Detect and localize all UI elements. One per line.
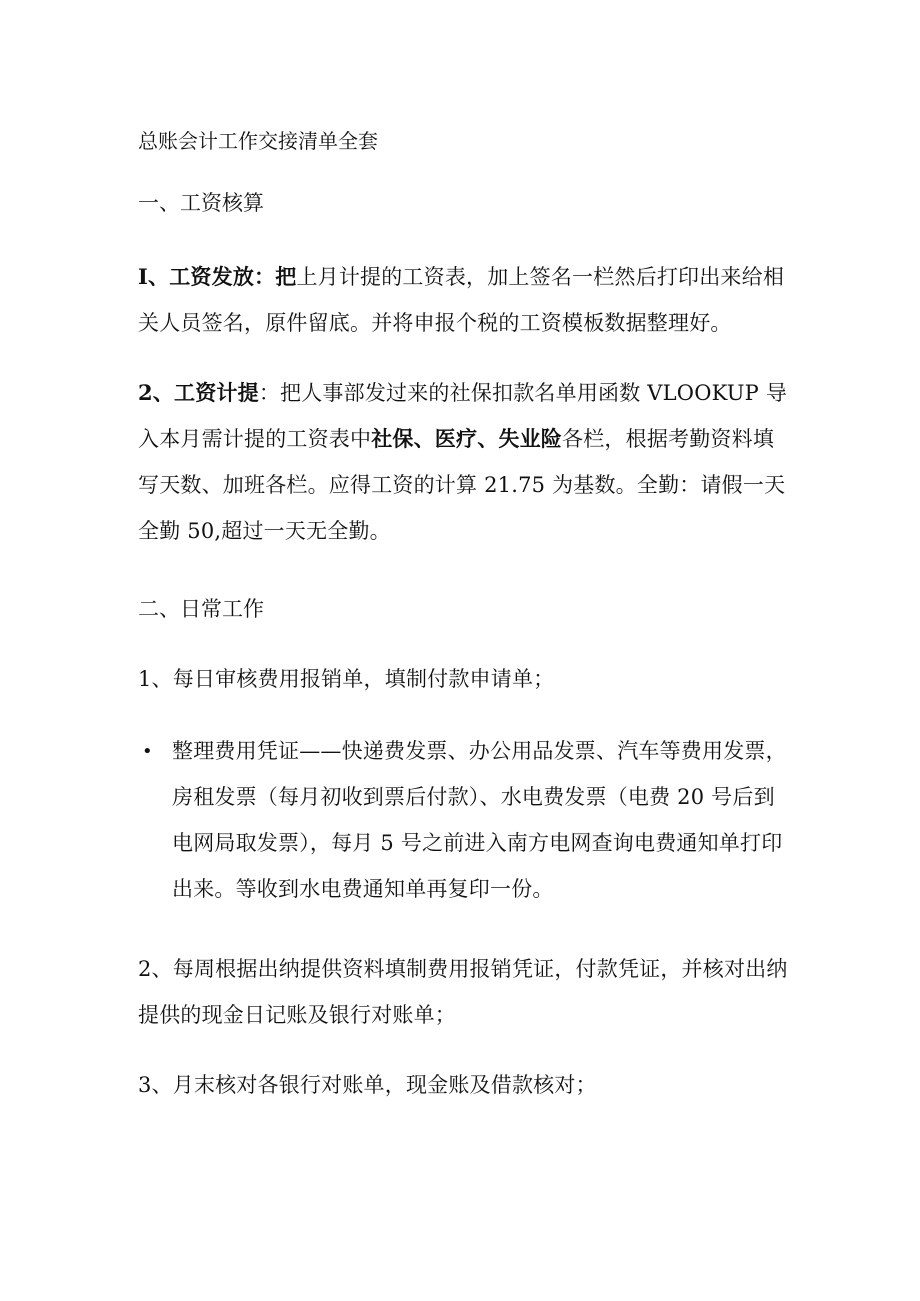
document-title: 总账会计工作交接清单全套 (138, 129, 378, 153)
daily-item-1: 1、每日审核费用报销单，填制付款申请单； (138, 667, 555, 691)
daily-bullet-item: 整理费用凭证——快递费发票、办公用品发票、汽车等费用发票，房租发票（每月初收到票后付款）、水电费发票（电费 20 号后到电网局取发票），每月 5 号之前进入南方电网查询电费通知单打印出来。等收到水电费通知单再复印一份。 (172, 739, 787, 901)
bullet-icon: • (142, 741, 153, 762)
payroll-item-1 (138, 254, 788, 346)
payroll-item-2 (138, 370, 788, 554)
payroll-item-2-text-b: 各栏，根据考勤资料填写天数、加班各栏。应得工资的计算 21.75 为基数。全勤：请假一天全勤 50,超过一天无全勤。 (138, 427, 786, 543)
payroll-item-1-text: 上月计提的工资表，加上签名一栏然后打印出来给相关人员签名，原件留底。并将申报个税的工资模板数据整理好。 (138, 265, 785, 335)
payroll-item-1-label: I、工资发放： (138, 264, 276, 289)
payroll-item-1-bold-word: 把 (275, 264, 297, 289)
payroll-item-2-label: 2、工资计提 (138, 380, 259, 405)
daily-item-3: 3、月末核对各银行对账单，现金账及借款核对； (138, 1073, 597, 1097)
payroll-item-2-colon: ： (258, 381, 281, 405)
payroll-item-2-text-a: 把人事部发过来的社保扣款名单用函数 VLOOKUP 导入本月需计提的工资表中 (138, 381, 788, 451)
daily-item-2: 2、每周根据出纳提供资料填制费用报销凭证，付款凭证，并核对出纳提供的现金日记账及银行对账单； (138, 957, 788, 1027)
payroll-item-2-bold: 社保、医疗、失业险 (371, 426, 563, 451)
section-heading-payroll: 一、工资核算 (138, 191, 264, 215)
section-heading-daily-work: 二、日常工作 (138, 597, 264, 621)
